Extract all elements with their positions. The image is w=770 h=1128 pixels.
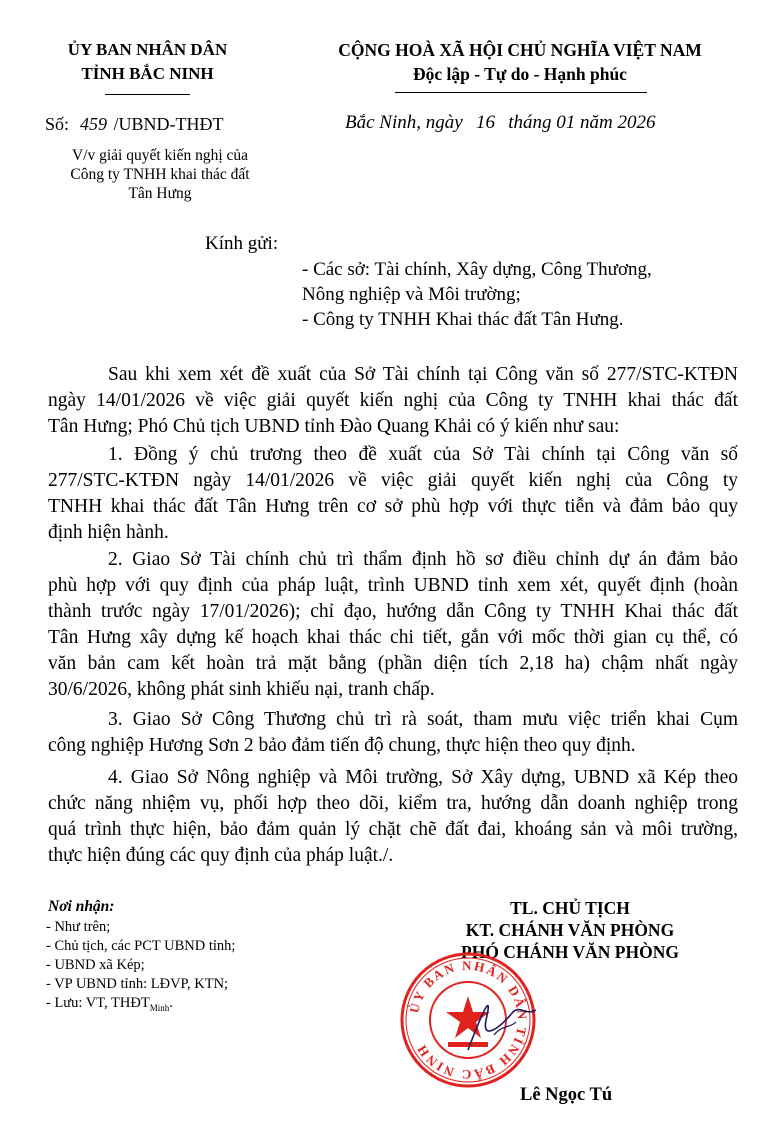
recipient-line: - Các sở: Tài chính, Xây dựng, Công Thương, [302, 259, 652, 280]
recipient-line: Nông nghiệp và Môi trường; [302, 284, 521, 305]
doc-number [45, 114, 224, 135]
recipients-label: Kính gửi: [205, 233, 279, 254]
seal-text: ỦY BAN NHÂN DÂN TỈNH BẮC NINH [406, 957, 531, 1083]
receivers-list [46, 918, 235, 1018]
body-line: văn bản cam kết hoàn trả mặt bằng (phần diện tích 2,18 ha) chậm nhất ngày [48, 653, 738, 674]
body-line: thành trước ngày 17/01/2026); chỉ đạo, hướng dẫn Công ty TNHH Khai thác đất [48, 601, 738, 622]
receivers-title: Nơi nhận: [48, 898, 115, 915]
subject-line: V/v giải quyết kiến nghị của [71, 147, 249, 164]
receiver-item: - VP UBND tỉnh: LĐVP, KTN; [46, 976, 229, 992]
body-line: TNHH khai thác đất Tân Hưng trên cơ sở phù hợp với thực tiễn và đảm bảo quy [48, 496, 738, 517]
body-line: công nghiệp Hương Sơn 2 bảo đảm tiến độ chung, thực hiện theo quy định. [48, 735, 636, 756]
signature-title-2: KT. CHÁNH VĂN PHÒNG [465, 920, 675, 940]
receiver-item: - Chủ tịch, các PCT UBND tỉnh; [46, 938, 236, 954]
doc-subject [40, 146, 280, 203]
signer-name: Lê Ngọc Tú [520, 1085, 613, 1105]
signature-title-3: PHÓ CHÁNH VĂN PHÒNG [461, 942, 679, 962]
org-underline [105, 94, 190, 95]
receiver-item-text: - Lưu: VT, THĐT [46, 995, 150, 1011]
body-paragraph-3 [48, 707, 738, 759]
doc-date [345, 112, 655, 134]
body-line: phù hợp với quy định của pháp luật, trình UBND tỉnh xem xét, quyết định (hoàn [48, 575, 738, 596]
body-line: ngày 14/01/2026 về việc giải quyết kiến nghị của Công ty TNHH khai thác đất [48, 390, 738, 411]
body-line: quá trình thực hiện, bảo đảm quản lý chặt chẽ đất đai, khoáng sản và môi trường, [48, 819, 738, 840]
body-intro [48, 362, 738, 440]
doc-number-suffix: /UBND-THĐT [113, 114, 224, 134]
body-line: 1. Đồng ý chủ trương theo đề xuất của Sở Tài chính tại Công văn số [108, 444, 738, 465]
body-line: định hiện hành. [48, 522, 169, 543]
subject-line: Tân Hưng [128, 185, 192, 202]
body-line: thực hiện đúng các quy định của pháp luật./. [48, 845, 394, 866]
doc-number-value: 459 [80, 114, 108, 134]
recipient-line: - Công ty TNHH Khai thác đất Tân Hưng. [302, 309, 624, 330]
date-prefix: Bắc Ninh, ngày [345, 112, 463, 133]
receiver-item: - UBND xã Kép; [46, 957, 145, 973]
org-name-line1: ỦY BAN NHÂN DÂN [67, 40, 228, 59]
org-name-line2: TỈNH BẮC NINH [81, 64, 214, 83]
body-line: 4. Giao Sở Nông nghiệp và Môi trường, Sở Xây dựng, UBND xã Kép theo [108, 767, 738, 788]
national-motto: Độc lập - Tự do - Hạnh phúc [413, 64, 627, 84]
national-title: CỘNG HOÀ XÃ HỘI CHỦ NGHĨA VIỆT NAM [338, 40, 702, 60]
motto-underline [395, 92, 647, 93]
body-line: 3. Giao Sở Công Thương chủ trì rà soát, tham mưu việc triển khai Cụm [108, 709, 738, 730]
receiver-item: - Như trên; [46, 919, 111, 935]
body-line: chức năng nhiệm vụ, phối hợp theo dõi, kiểm tra, hướng dẫn doanh nghiệp trong [48, 793, 738, 814]
date-day: 16 [475, 112, 495, 133]
receiver-item-end: . [169, 995, 173, 1011]
body-paragraph-4 [48, 765, 738, 869]
body-line: 30/6/2026, không phát sinh khiếu nại, tranh chấp. [48, 679, 435, 700]
body-paragraph-1 [48, 442, 738, 546]
date-rest: tháng 01 năm 2026 [508, 112, 656, 133]
body-line: 277/STC-KTĐN ngày 14/01/2026 về việc giải quyết kiến nghị của Công ty [48, 470, 738, 491]
subject-line: Công ty TNHH khai thác đất [70, 166, 250, 183]
body-line: Tân Hưng; Phó Chủ tịch UBND tỉnh Đào Quang Khải có ý kiến như sau: [48, 416, 620, 437]
body-line: Tân Hưng xây dựng kế hoạch khai thác chi tiết, gắn với mốc thời gian cụ thể, có [48, 627, 738, 648]
receiver-item [46, 994, 235, 1018]
body-line: Sau khi xem xét đề xuất của Sở Tài chính tại Công văn số 277/STC-KTĐN [108, 364, 738, 385]
receiver-item-sub: Minh [149, 1002, 170, 1013]
body-paragraph-2 [48, 547, 738, 703]
body-line: 2. Giao Sở Tài chính chủ trì thẩm định hồ sơ điều chỉnh dự án đảm bảo [108, 549, 738, 570]
red-seal-stamp [398, 950, 538, 1090]
signature-title-1: TL. CHỦ TỊCH [510, 898, 630, 918]
doc-number-prefix: Số: [45, 114, 70, 134]
